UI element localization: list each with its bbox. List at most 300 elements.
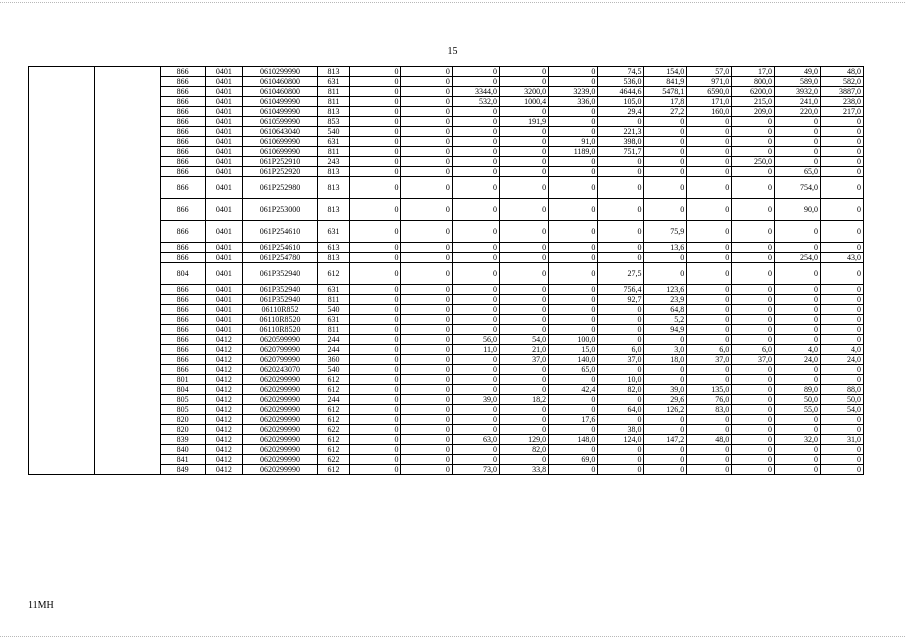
table-cell: 0412 xyxy=(205,345,242,355)
table-cell: 0620799990 xyxy=(243,345,318,355)
table-cell: 612 xyxy=(317,385,349,395)
table-cell: 0 xyxy=(775,325,821,335)
table-cell: 0412 xyxy=(205,455,242,465)
table-cell: 0 xyxy=(775,445,821,455)
table-cell: 0 xyxy=(350,243,401,253)
table-cell: 0401 xyxy=(205,137,242,147)
table-cell: 238,0 xyxy=(821,97,864,107)
table-cell: 0 xyxy=(775,455,821,465)
table-cell: 801 xyxy=(160,375,205,385)
table-cell: 29,4 xyxy=(598,107,644,117)
table-cell: 0412 xyxy=(205,375,242,385)
table-cell: 0 xyxy=(821,455,864,465)
table-cell: 0620299990 xyxy=(243,375,318,385)
table-cell: 536,0 xyxy=(598,77,644,87)
table-cell: 0412 xyxy=(205,425,242,435)
table-cell: 0 xyxy=(452,107,499,117)
table-cell: 69,0 xyxy=(549,455,598,465)
table-cell: 0 xyxy=(401,455,452,465)
table-cell: 0401 xyxy=(205,87,242,97)
table-cell: 061P252920 xyxy=(243,167,318,177)
table-cell: 061P254610 xyxy=(243,243,318,253)
table-cell: 0 xyxy=(350,385,401,395)
table-cell: 0 xyxy=(350,157,401,167)
table-cell: 0 xyxy=(401,305,452,315)
table-cell: 0 xyxy=(350,425,401,435)
table-cell: 0 xyxy=(598,157,644,167)
table-cell: 39,0 xyxy=(644,385,687,395)
table-cell: 0 xyxy=(401,87,452,97)
table-cell: 0 xyxy=(732,221,775,243)
table-cell: 0 xyxy=(401,177,452,199)
table-cell: 866 xyxy=(160,315,205,325)
table-cell: 0 xyxy=(452,177,499,199)
table-cell: 0620599990 xyxy=(243,335,318,345)
table-cell: 0 xyxy=(499,425,548,435)
table-cell: 866 xyxy=(160,117,205,127)
table-cell: 0 xyxy=(350,167,401,177)
table-cell: 17,0 xyxy=(732,67,775,77)
table-cell: 0 xyxy=(350,147,401,157)
table-cell: 0 xyxy=(452,117,499,127)
table-cell: 160,0 xyxy=(687,107,732,117)
table-cell: 0610699990 xyxy=(243,147,318,157)
table-cell: 0 xyxy=(821,157,864,167)
table-cell: 24,0 xyxy=(775,355,821,365)
table-cell: 061P352940 xyxy=(243,295,318,305)
table-cell: 0401 xyxy=(205,107,242,117)
table-cell: 13,6 xyxy=(644,243,687,253)
table-cell: 0 xyxy=(452,157,499,167)
table-cell: 0 xyxy=(732,315,775,325)
table-cell: 0 xyxy=(452,315,499,325)
table-cell: 4,0 xyxy=(821,345,864,355)
table-cell: 0 xyxy=(598,365,644,375)
table-cell: 866 xyxy=(160,137,205,147)
table-cell: 0 xyxy=(821,375,864,385)
table-cell: 866 xyxy=(160,167,205,177)
table-cell: 0 xyxy=(775,117,821,127)
table-cell: 0 xyxy=(821,243,864,253)
table-cell: 0620299990 xyxy=(243,465,318,475)
table-cell: 23,9 xyxy=(644,295,687,305)
table-cell: 88,0 xyxy=(821,385,864,395)
table-cell: 0 xyxy=(499,455,548,465)
table-cell: 0401 xyxy=(205,315,242,325)
table-cell: 866 xyxy=(160,157,205,167)
table-cell: 91,0 xyxy=(549,137,598,147)
table-cell: 0 xyxy=(687,199,732,221)
table-cell: 0 xyxy=(401,285,452,295)
table-cell: 0 xyxy=(644,455,687,465)
table-cell: 0 xyxy=(452,415,499,425)
table-cell: 0 xyxy=(687,137,732,147)
table-cell: 0 xyxy=(732,455,775,465)
table-cell: 42,4 xyxy=(549,385,598,395)
table-cell: 0 xyxy=(499,253,548,263)
table-cell: 0 xyxy=(452,285,499,295)
table-cell: 813 xyxy=(317,253,349,263)
table-cell: 241,0 xyxy=(775,97,821,107)
table-cell: 37,0 xyxy=(732,355,775,365)
table-cell: 0 xyxy=(350,117,401,127)
table-cell: 0 xyxy=(821,221,864,243)
table-cell: 6,0 xyxy=(598,345,644,355)
table-cell: 0 xyxy=(775,425,821,435)
table-cell: 6590,0 xyxy=(687,87,732,97)
table-cell: 0 xyxy=(499,199,548,221)
table-cell: 5,2 xyxy=(644,315,687,325)
table-cell: 360 xyxy=(317,355,349,365)
table-cell: 0 xyxy=(732,385,775,395)
table-cell: 0 xyxy=(732,375,775,385)
table-cell: 0 xyxy=(549,253,598,263)
table-cell: 82,0 xyxy=(499,445,548,455)
table-cell: 0 xyxy=(775,137,821,147)
table-cell: 540 xyxy=(317,305,349,315)
table-cell: 3,0 xyxy=(644,345,687,355)
table-cell: 0 xyxy=(549,77,598,87)
table-cell: 0 xyxy=(401,425,452,435)
table-cell: 866 xyxy=(160,355,205,365)
table-cell: 811 xyxy=(317,295,349,305)
table-cell: 0 xyxy=(401,405,452,415)
table-cell: 0 xyxy=(821,445,864,455)
table-cell: 0 xyxy=(687,465,732,475)
table-cell: 0 xyxy=(549,305,598,315)
table-cell: 0 xyxy=(598,305,644,315)
table-cell: 0 xyxy=(452,263,499,285)
table-cell: 0401 xyxy=(205,199,242,221)
table-cell: 0 xyxy=(401,67,452,77)
table-cell: 50,0 xyxy=(821,395,864,405)
table-cell: 0412 xyxy=(205,445,242,455)
table-cell: 0 xyxy=(775,127,821,137)
table-cell: 866 xyxy=(160,253,205,263)
table-cell: 0 xyxy=(732,405,775,415)
table-cell: 0401 xyxy=(205,157,242,167)
table-cell: 74,5 xyxy=(598,67,644,77)
table-cell: 0 xyxy=(821,137,864,147)
table-cell: 0 xyxy=(499,295,548,305)
table-cell: 0 xyxy=(644,177,687,199)
table-cell: 29,6 xyxy=(644,395,687,405)
table-cell: 54,0 xyxy=(821,405,864,415)
table-cell: 0 xyxy=(598,325,644,335)
table-cell: 43,0 xyxy=(821,253,864,263)
table-cell: 73,0 xyxy=(452,465,499,475)
table-body xyxy=(29,67,864,475)
table-cell: 49,0 xyxy=(775,67,821,77)
table-cell: 244 xyxy=(317,335,349,345)
table-cell: 866 xyxy=(160,77,205,87)
table-cell: 0 xyxy=(775,221,821,243)
table-cell: 0 xyxy=(687,243,732,253)
table-cell: 0 xyxy=(350,435,401,445)
table-cell: 0 xyxy=(644,127,687,137)
table-cell: 0 xyxy=(821,285,864,295)
table-cell: 0 xyxy=(549,375,598,385)
table-cell: 191,9 xyxy=(499,117,548,127)
table-cell: 866 xyxy=(160,243,205,253)
table-cell: 612 xyxy=(317,465,349,475)
table-cell: 0 xyxy=(644,167,687,177)
table-cell: 811 xyxy=(317,147,349,157)
table-cell: 612 xyxy=(317,415,349,425)
table-cell: 0 xyxy=(499,375,548,385)
table-cell: 0 xyxy=(401,243,452,253)
table-cell: 0 xyxy=(775,243,821,253)
table-cell: 582,0 xyxy=(821,77,864,87)
table-cell: 1000,4 xyxy=(499,97,548,107)
table-cell: 0412 xyxy=(205,395,242,405)
table-cell: 0 xyxy=(775,147,821,157)
table-cell: 0 xyxy=(350,345,401,355)
table-cell: 0 xyxy=(452,147,499,157)
table-cell: 0620299990 xyxy=(243,435,318,445)
table-cell: 0620299990 xyxy=(243,455,318,465)
table-cell: 866 xyxy=(160,345,205,355)
table-cell: 0 xyxy=(732,435,775,445)
table-cell: 126,2 xyxy=(644,405,687,415)
table-cell: 0 xyxy=(775,295,821,305)
table-cell: 0 xyxy=(401,415,452,425)
table-cell: 813 xyxy=(317,167,349,177)
table-cell: 0 xyxy=(598,167,644,177)
table-cell: 0 xyxy=(452,445,499,455)
table-cell: 6,0 xyxy=(732,345,775,355)
table-cell: 0412 xyxy=(205,465,242,475)
table-cell: 0 xyxy=(549,127,598,137)
table-cell: 866 xyxy=(160,147,205,157)
table-cell: 0 xyxy=(452,67,499,77)
table-cell: 0 xyxy=(732,285,775,295)
table-cell: 820 xyxy=(160,425,205,435)
table-cell: 061P254610 xyxy=(243,221,318,243)
table-cell: 061P254780 xyxy=(243,253,318,263)
table-cell: 0610499990 xyxy=(243,97,318,107)
table-cell: 0 xyxy=(598,199,644,221)
table-cell: 0 xyxy=(452,425,499,435)
table-cell: 0 xyxy=(598,221,644,243)
table-cell: 0 xyxy=(452,137,499,147)
table-cell: 0 xyxy=(452,77,499,87)
table-cell: 866 xyxy=(160,107,205,117)
table-cell: 532,0 xyxy=(452,97,499,107)
table-cell: 0 xyxy=(549,295,598,305)
table-cell: 0412 xyxy=(205,355,242,365)
table-cell: 92,7 xyxy=(598,295,644,305)
table-cell: 15,0 xyxy=(549,345,598,355)
table-cell: 0 xyxy=(732,177,775,199)
table-cell: 0 xyxy=(775,335,821,345)
table-cell: 129,0 xyxy=(499,435,548,445)
table-cell: 0 xyxy=(598,315,644,325)
table-cell: 0 xyxy=(452,405,499,415)
table-cell: 31,0 xyxy=(821,435,864,445)
table-cell: 0 xyxy=(732,395,775,405)
table-cell: 0620299990 xyxy=(243,415,318,425)
table-cell: 0 xyxy=(350,365,401,375)
table-cell: 0 xyxy=(644,365,687,375)
table-cell: 751,7 xyxy=(598,147,644,157)
table-cell: 853 xyxy=(317,117,349,127)
table-cell: 0 xyxy=(549,263,598,285)
table-cell: 0 xyxy=(452,167,499,177)
table-cell: 061P253000 xyxy=(243,199,318,221)
table-cell: 866 xyxy=(160,335,205,345)
table-cell: 0 xyxy=(687,127,732,137)
table-cell: 18,2 xyxy=(499,395,548,405)
table-cell: 50,0 xyxy=(775,395,821,405)
table-cell: 0 xyxy=(732,243,775,253)
table-cell: 18,0 xyxy=(644,355,687,365)
table-cell: 1189,0 xyxy=(549,147,598,157)
table-cell: 56,0 xyxy=(452,335,499,345)
table-cell: 805 xyxy=(160,395,205,405)
table-cell: 0401 xyxy=(205,167,242,177)
table-cell: 0 xyxy=(401,395,452,405)
table-cell: 215,0 xyxy=(732,97,775,107)
blank-column-b xyxy=(95,67,160,475)
table-cell: 0 xyxy=(598,243,644,253)
table-cell: 57,0 xyxy=(687,67,732,77)
table-cell: 48,0 xyxy=(821,67,864,77)
table-cell: 631 xyxy=(317,221,349,243)
table-cell: 631 xyxy=(317,285,349,295)
table-cell: 866 xyxy=(160,305,205,315)
table-cell: 0401 xyxy=(205,325,242,335)
table-cell: 0 xyxy=(350,221,401,243)
table-cell: 0 xyxy=(401,77,452,87)
table-cell: 06110R8520 xyxy=(243,315,318,325)
table-cell: 0 xyxy=(549,199,598,221)
table-cell: 0 xyxy=(499,305,548,315)
table-cell: 75,9 xyxy=(644,221,687,243)
table-cell: 0 xyxy=(452,375,499,385)
table-cell: 0 xyxy=(350,107,401,117)
table-cell: 0 xyxy=(821,167,864,177)
table-cell: 0620299990 xyxy=(243,395,318,405)
table-cell: 0 xyxy=(821,147,864,157)
table-cell: 841 xyxy=(160,455,205,465)
table-cell: 0 xyxy=(732,167,775,177)
table-cell: 0 xyxy=(598,253,644,263)
table-cell: 0 xyxy=(687,253,732,263)
table-cell: 0 xyxy=(499,167,548,177)
table-cell: 866 xyxy=(160,221,205,243)
table-cell: 0 xyxy=(452,365,499,375)
table-cell: 147,2 xyxy=(644,435,687,445)
table-cell: 0 xyxy=(549,465,598,475)
page-number: 15 xyxy=(447,46,458,57)
table-cell: 0 xyxy=(350,325,401,335)
table-cell: 589,0 xyxy=(775,77,821,87)
table-cell: 37,0 xyxy=(598,355,644,365)
table-cell: 0 xyxy=(549,167,598,177)
table-cell: 0 xyxy=(821,199,864,221)
table-cell: 0 xyxy=(401,127,452,137)
table-cell: 0401 xyxy=(205,97,242,107)
table-cell: 0610499990 xyxy=(243,107,318,117)
table-cell: 0 xyxy=(687,263,732,285)
table-cell: 0401 xyxy=(205,147,242,157)
table-cell: 0 xyxy=(732,117,775,127)
table-cell: 0 xyxy=(350,177,401,199)
table-cell: 754,0 xyxy=(775,177,821,199)
table-cell: 171,0 xyxy=(687,97,732,107)
table-cell: 209,0 xyxy=(732,107,775,117)
table-cell: 0 xyxy=(350,127,401,137)
table-cell: 0 xyxy=(350,315,401,325)
table-cell: 612 xyxy=(317,435,349,445)
table-cell: 0 xyxy=(549,445,598,455)
table-cell: 0 xyxy=(350,405,401,415)
table-cell: 0 xyxy=(401,435,452,445)
table-cell: 124,0 xyxy=(598,435,644,445)
table-cell: 0 xyxy=(401,385,452,395)
table-cell: 06110R8520 xyxy=(243,325,318,335)
table-cell: 0 xyxy=(499,315,548,325)
table-cell: 0 xyxy=(821,305,864,315)
table-cell: 48,0 xyxy=(687,435,732,445)
table-cell: 76,0 xyxy=(687,395,732,405)
table-cell: 0 xyxy=(499,157,548,167)
table-cell: 0 xyxy=(732,295,775,305)
table-cell: 0 xyxy=(687,117,732,127)
table-cell: 866 xyxy=(160,87,205,97)
table-cell: 398,0 xyxy=(598,137,644,147)
table-cell: 0 xyxy=(644,415,687,425)
table-cell: 866 xyxy=(160,325,205,335)
table-cell: 0 xyxy=(821,127,864,137)
table-cell: 813 xyxy=(317,199,349,221)
table-cell: 0 xyxy=(350,137,401,147)
table-cell: 840 xyxy=(160,445,205,455)
table-cell: 866 xyxy=(160,285,205,295)
table-cell: 0 xyxy=(350,355,401,365)
table-cell: 866 xyxy=(160,199,205,221)
table-cell: 612 xyxy=(317,375,349,385)
top-scan-edge xyxy=(0,2,905,4)
table-cell: 0 xyxy=(598,335,644,345)
table-cell: 0 xyxy=(401,221,452,243)
table-cell: 336,0 xyxy=(549,97,598,107)
table-cell: 866 xyxy=(160,177,205,199)
table-cell: 0 xyxy=(401,295,452,305)
table-cell: 0 xyxy=(549,157,598,167)
table-cell: 0412 xyxy=(205,365,242,375)
table-cell: 0 xyxy=(821,315,864,325)
bottom-scan-edge xyxy=(0,636,905,638)
table-cell: 866 xyxy=(160,365,205,375)
table-cell: 0 xyxy=(549,107,598,117)
table-cell: 0 xyxy=(775,263,821,285)
table-cell: 89,0 xyxy=(775,385,821,395)
table-cell: 244 xyxy=(317,395,349,405)
table-cell: 0 xyxy=(687,221,732,243)
table-cell: 0412 xyxy=(205,335,242,345)
table-cell: 0 xyxy=(452,199,499,221)
table-cell: 0 xyxy=(401,97,452,107)
table-cell: 148,0 xyxy=(549,435,598,445)
table-cell: 0 xyxy=(598,455,644,465)
table-cell: 0 xyxy=(452,305,499,315)
table-cell: 0 xyxy=(687,375,732,385)
table-cell: 0 xyxy=(350,335,401,345)
table-cell: 0610299990 xyxy=(243,67,318,77)
table-cell: 0 xyxy=(732,415,775,425)
